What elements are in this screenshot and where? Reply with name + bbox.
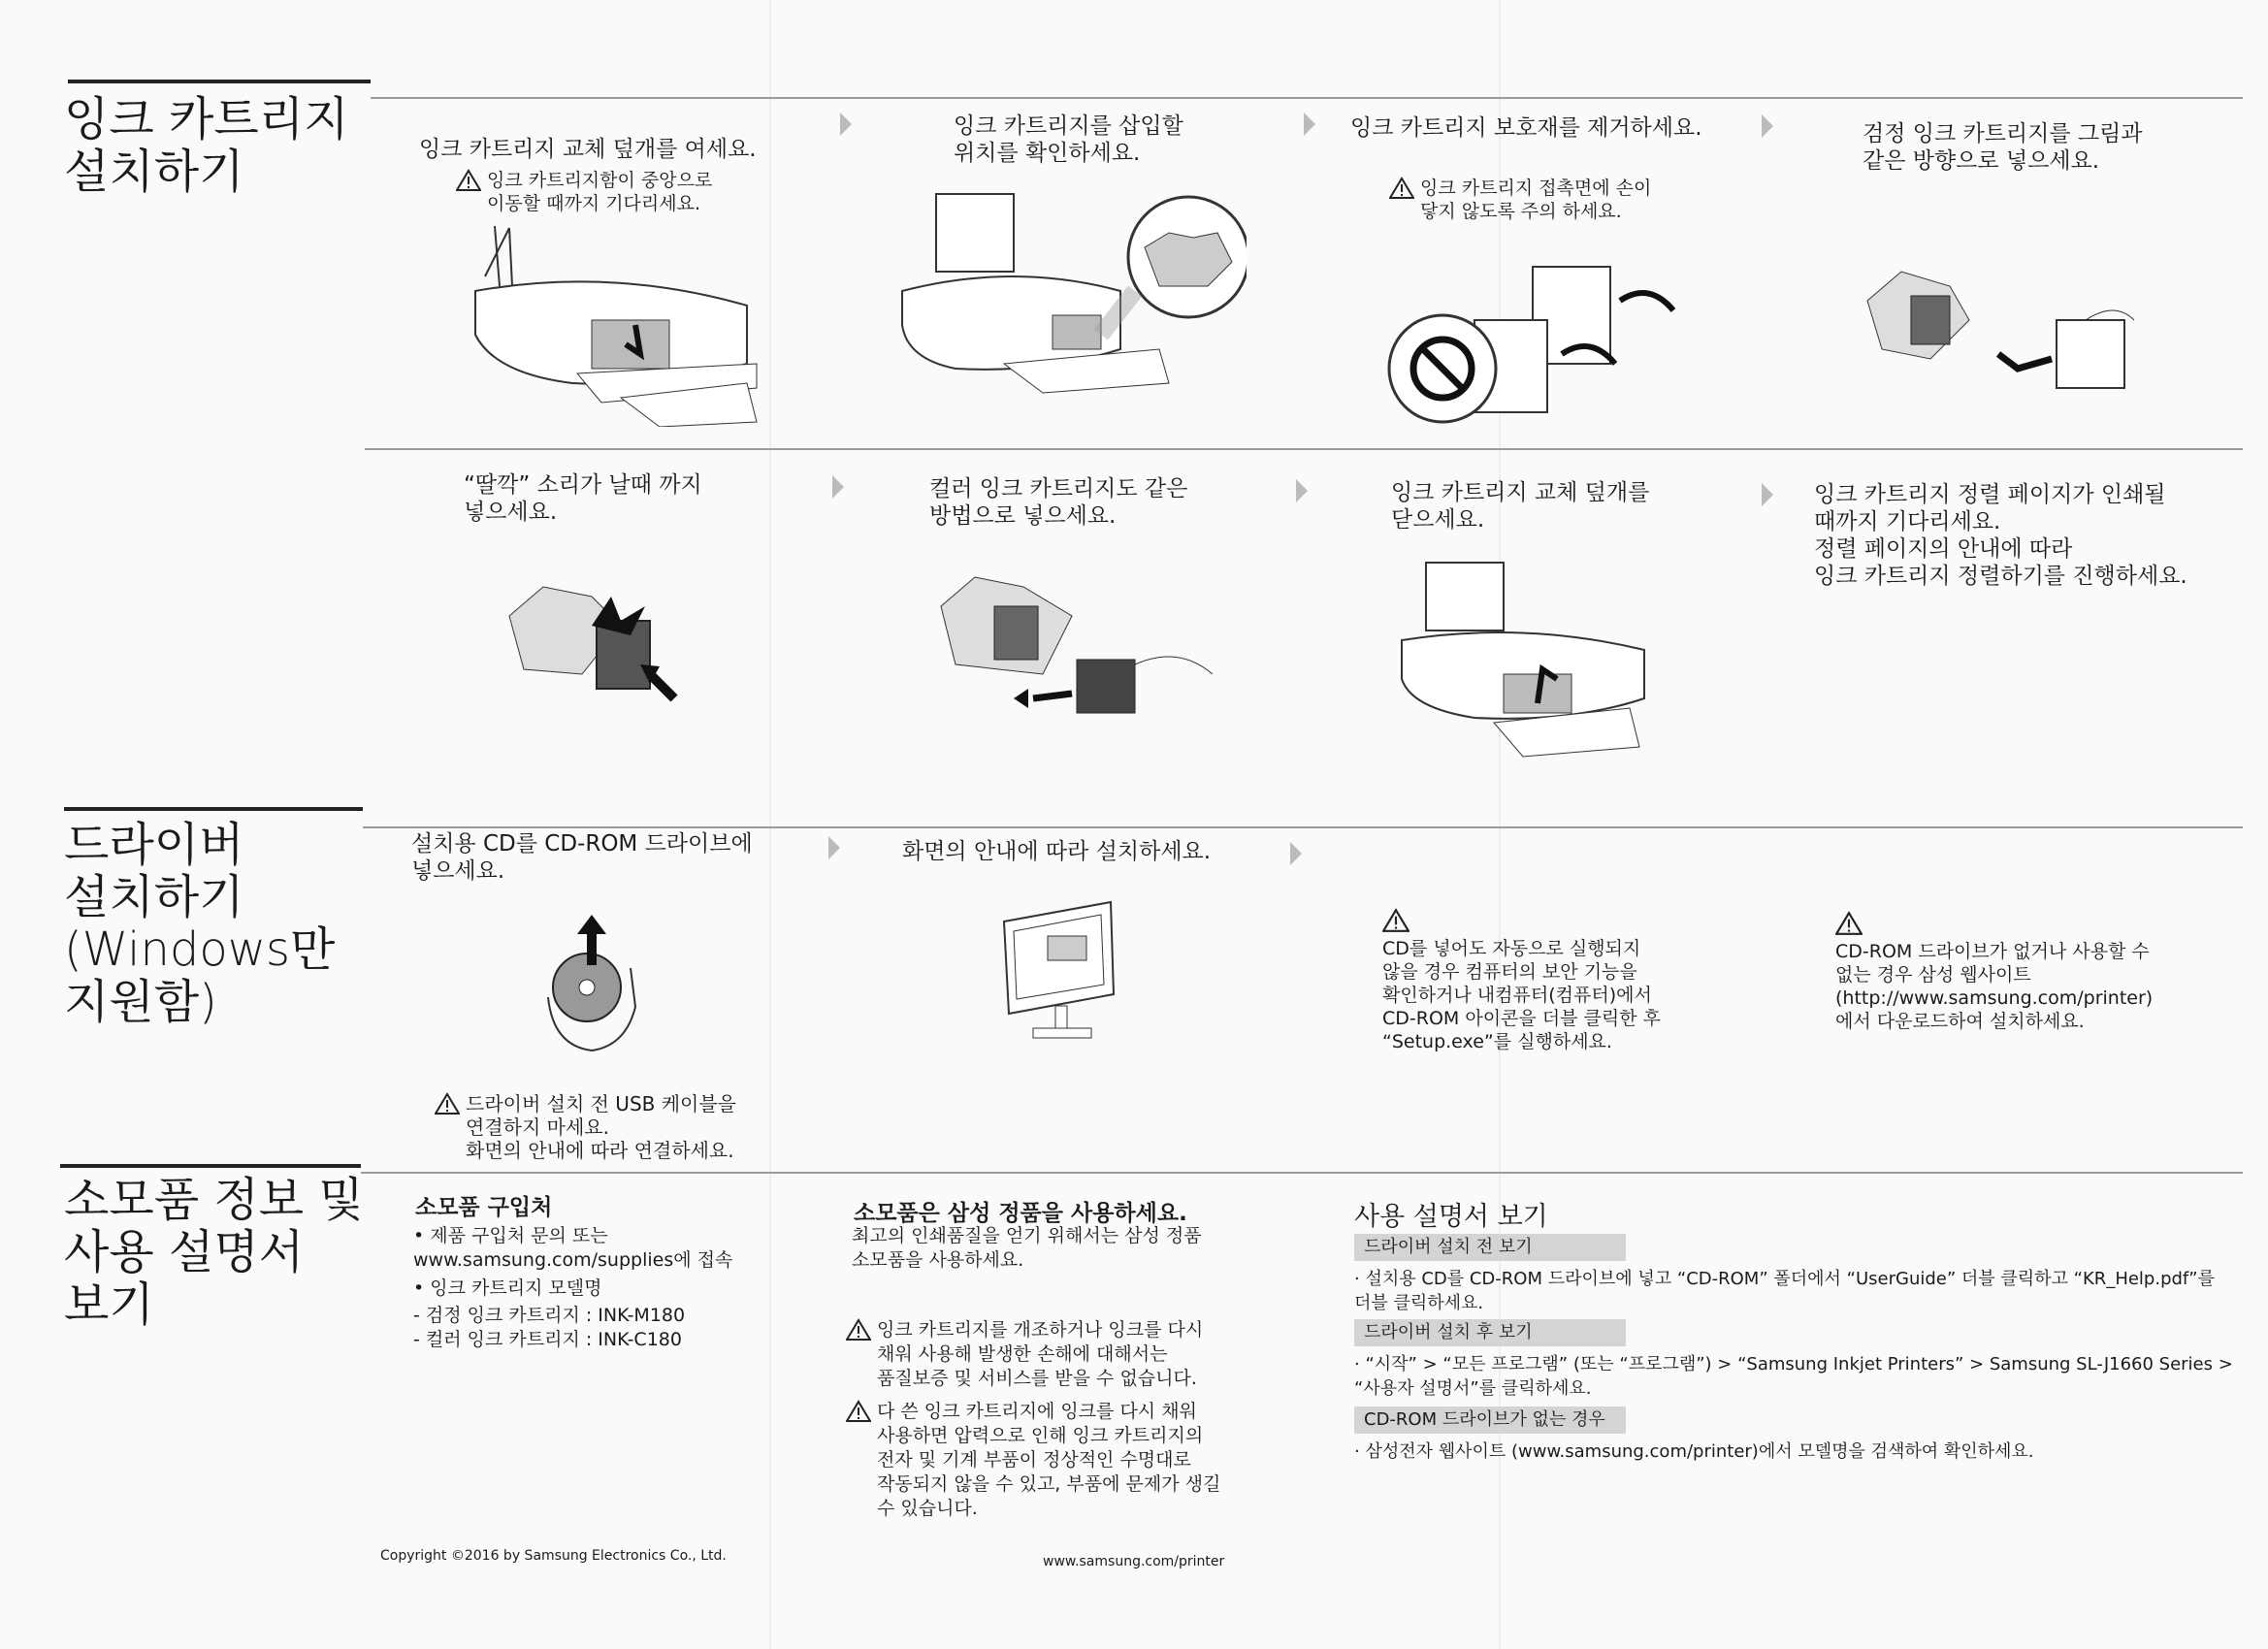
arrow-icon [828,836,840,859]
fold-line [1499,0,1501,1649]
ink-step-1-text: 잉크 카트리지 교체 덮개를 여세요. [419,137,757,162]
ink-step-5: “딸깍” 소리가 날때 까지 넣으세요. [464,472,702,525]
purchase-item-3: - 검정 잉크 카트리지 : INK-M180 - 컬러 잉크 카트리지 : INK-C180 [413,1305,686,1350]
ink-step-2: 잉크 카트리지를 삽입할 위치를 확인하세요. [954,113,1183,166]
warning-icon [1389,177,1414,200]
monitor-illustration [999,897,1120,1048]
ink-step-6: 컬러 잉크 카트리지도 같은 방법으로 넣으세요. [929,476,1188,529]
manual-text-before-install: · 설치용 CD를 CD-ROM 드라이브에 넣고 “CD-ROM” 폴더에서 “UserGuide” 더블 클릭하고 “KR_Help.pdf”를 더블 클릭하세요. [1354,1269,2215,1313]
printer-cartridge-slot-illustration [897,179,1247,427]
ink-step-3: 잉크 카트리지 보호재를 제거하세요. [1350,115,1702,141]
purchase-heading: 소모품 구입처 [415,1195,553,1220]
arrow-icon [1304,113,1315,136]
driver-note-nocd [1835,888,2153,1033]
section-rule [64,807,363,811]
divider [363,826,2243,828]
fold-line [769,0,771,1649]
driver-note-usb-text: 드라이버 설치 전 USB 케이블을 연결하지 마세요. 화면의 안내에 따라 연결하세요. [466,1092,737,1162]
purchase-item-2: • 잉크 카트리지 모델명 [413,1277,602,1299]
printer-close-illustration [1397,553,1659,771]
ink-step-3-note [1389,153,1651,223]
manual-bar-before-install: 드라이버 설치 전 보기 [1354,1234,1626,1261]
manual-heading: 사용 설명서 보기 [1354,1202,1548,1232]
ink-step-3-note-text: 잉크 카트리지 접촉면에 손이 닿지 않도록 주의 하세요. [1420,178,1652,222]
driver-note-autorun [1382,885,1661,1053]
arrow-icon [840,113,852,136]
section-rule [60,1164,361,1168]
driver-note-nocd-text: CD-ROM 드라이브가 없거나 사용할 수 없는 경우 삼성 웹사이트 (http://www.samsung.com/printer) 에서 다운로드하여 설치하세요. [1835,941,2154,1032]
driver-step-1: 설치용 CD를 CD-ROM 드라이브에 넣으세요. [411,831,753,884]
insert-black-cartridge-illustration [1863,262,2134,407]
footer-url: www.samsung.com/printer [1043,1554,1225,1569]
genuine-text: 최고의 인쇄품질을 얻기 위해서는 삼성 정품 소모품을 사용하세요. [852,1225,1202,1271]
section-title-driver: 드라이버 설치하기 (Windows만 지원함) [64,818,336,1029]
copyright: Copyright ©2016 by Samsung Electronics Co., Ltd. [380,1548,727,1564]
ink-step-7: 잉크 카트리지 교체 덮개를 닫으세요. [1391,480,1650,533]
arrow-icon [1290,842,1302,865]
ink-step-8: 잉크 카트리지 정렬 페이지가 인쇄될 때까지 기다리세요. 정렬 페이지의 안내에 따라 잉크 카트리지 정렬하기를 진행하세요. [1814,482,2187,589]
arrow-icon [1296,479,1308,502]
warning-icon [1835,911,1863,936]
section-title-ink: 잉크 카트리지 설치하기 [64,92,349,199]
purchase-item-1: • 제품 구입처 문의 또는 www.samsung.com/supplies에 접속 [413,1225,733,1271]
arrow-icon [1762,483,1773,506]
manual-text-no-cdrom: · 삼성전자 웹사이트 (www.samsung.com/printer)에서 모델명을 검색하여 확인하세요. [1354,1441,2034,1462]
divider [371,97,2243,99]
driver-note-usb [435,1069,736,1162]
manual-bar-after-install: 드라이버 설치 후 보기 [1354,1319,1626,1346]
printer-open-illustration [466,218,766,427]
remove-tape-illustration [1382,257,1693,436]
section-title-supplies: 소모품 정보 및 사용 설명서 보기 [64,1173,364,1332]
warning-icon [435,1092,460,1116]
genuine-heading: 소모품은 삼성 정품을 사용하세요. [854,1201,1187,1226]
ink-step-1-note-text: 잉크 카트리지함이 중앙으로 이동할 때까지 기다리세요. [487,170,713,214]
manual-bar-no-cdrom: CD-ROM 드라이브가 없는 경우 [1354,1406,1626,1434]
warning-icon [456,169,481,192]
warning-icon [846,1400,871,1423]
insert-color-cartridge-illustration [936,567,1213,728]
warning-icon [846,1318,871,1342]
arrow-icon [1762,114,1773,138]
section-rule [68,80,371,83]
warning-icon [1382,908,1409,933]
cd-insert-illustration [543,910,640,1055]
arrow-icon [832,475,844,499]
genuine-warning-1-text: 잉크 카트리지를 개조하거나 잉크를 다시 채워 사용해 발생한 손해에 대해서는 품질보증 및 서비스를 받을 수 없습니다. [877,1319,1204,1389]
divider [365,448,2243,450]
genuine-warning-2-text: 다 쓴 잉크 카트리지에 잉크를 다시 채워 사용하면 압력으로 인해 잉크 카트리지의 전자 및 기계 부품이 정상적인 수명대로 작동되지 않을 수 있고, 부품에 문제가 생길 수 있습니다. [877,1401,1221,1519]
genuine-warning-2 [846,1375,1220,1521]
driver-note-autorun-text: CD를 넣어도 자동으로 실행되지 않을 경우 컴퓨터의 보안 기능을 확인하거나 내컴퓨터(컴퓨터)에서 CD-ROM 아이콘을 더블 클릭한 후 “Setup.exe”를 실행하세요. [1382,938,1662,1052]
manual-text-after-install: · “시작” > “모든 프로그램” (또는 “프로그램”) > “Samsung Inkjet Printers” > Samsung SL-J1660 Series > “사용자 설명서”를 클릭하세요. [1354,1354,2233,1399]
driver-step-2: 화면의 안내에 따라 설치하세요. [902,839,1212,864]
click-cartridge-illustration [504,577,698,713]
ink-step-1-note [456,146,712,215]
divider [361,1172,2243,1174]
ink-step-4: 검정 잉크 카트리지를 그림과 같은 방향으로 넣으세요. [1863,121,2143,174]
